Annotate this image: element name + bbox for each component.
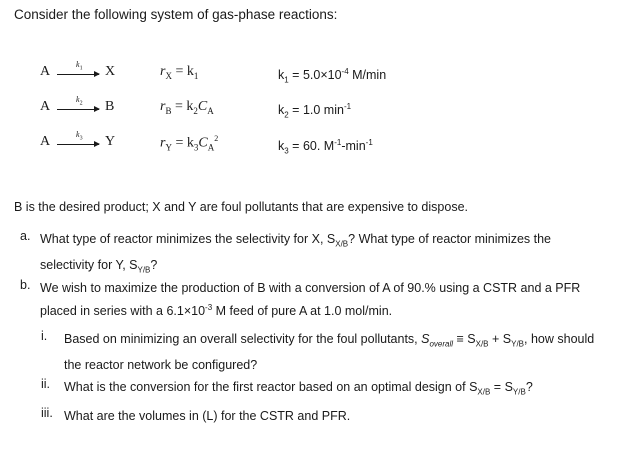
rate-law-1: $r_X = k_1$: [160, 64, 199, 81]
subquestion-ii-text: What is the conversion for the first reactor based on an optimal design of $S_{X/B} = S_{Y/B}$?: [64, 380, 533, 397]
rate-constant-label: $k_3$: [76, 130, 83, 142]
subquestion-iii-text: What are the volumes in (L) for the CSTR and PFR.: [64, 409, 351, 423]
question-b-marker: b.: [20, 278, 31, 292]
product: X: [105, 64, 116, 79]
rate-constant-2: $k_2 = 1.0$ $\min^{-1}$: [278, 102, 352, 120]
reactant: A: [40, 64, 51, 79]
reaction-3: [40, 130, 140, 154]
question-b-text: We wish to maximize the production of B with a conversion of A of 90.% using a CSTR and a PFR placed in series with a $6.1\times 10^{-3}$ M feed of pure A at 1.0 mol/min.: [40, 281, 581, 319]
reaction-arrow: [57, 74, 99, 75]
reaction-arrow: [57, 109, 99, 110]
rate-constant-3: $k_3 = 60$. $M^{-1}-\min^{-1}$: [278, 138, 373, 156]
reaction-1: [40, 60, 140, 84]
rate-law-3: $r_Y = k_3C_A^2$: [160, 134, 219, 153]
subquestion-ii-marker: ii.: [41, 377, 51, 391]
reactant: A: [40, 134, 51, 149]
product: B: [105, 99, 115, 114]
reactant: A: [40, 99, 51, 114]
question-a-marker: a.: [20, 229, 31, 243]
intro-text: Consider the following system of gas-phase reactions:: [14, 7, 338, 22]
subquestion-iii-marker: iii.: [41, 406, 53, 420]
question-a-text: What type of reactor minimizes the selectivity for X, $S_{X/B}$? What type of reactor minimizes the selectivity for Y, $S_{Y/B}$?: [40, 232, 552, 274]
product: Y: [105, 134, 116, 149]
rate-constant-label: $k_2$: [76, 95, 83, 107]
problem-statement: B is the desired product; X and Y are foul pollutants that are expensive to dispose.: [14, 200, 468, 214]
reaction-arrow: [57, 144, 99, 145]
reaction-2: [40, 95, 140, 119]
rate-law-2: $r_B = k_2C_A$: [160, 99, 214, 116]
rate-constant-label: $k_1$: [76, 60, 83, 72]
rate-constant-1: $k_1 = 5.0\times 10^{-4}$ M/min: [278, 67, 387, 85]
subquestion-i-marker: i.: [41, 329, 48, 343]
subquestion-i-text: Based on minimizing an overall selectivity for the foul pollutants, $S_{overall} \equiv S_{X/B} + S_{Y/B}$, how should the reactor network be configured?: [64, 332, 595, 372]
